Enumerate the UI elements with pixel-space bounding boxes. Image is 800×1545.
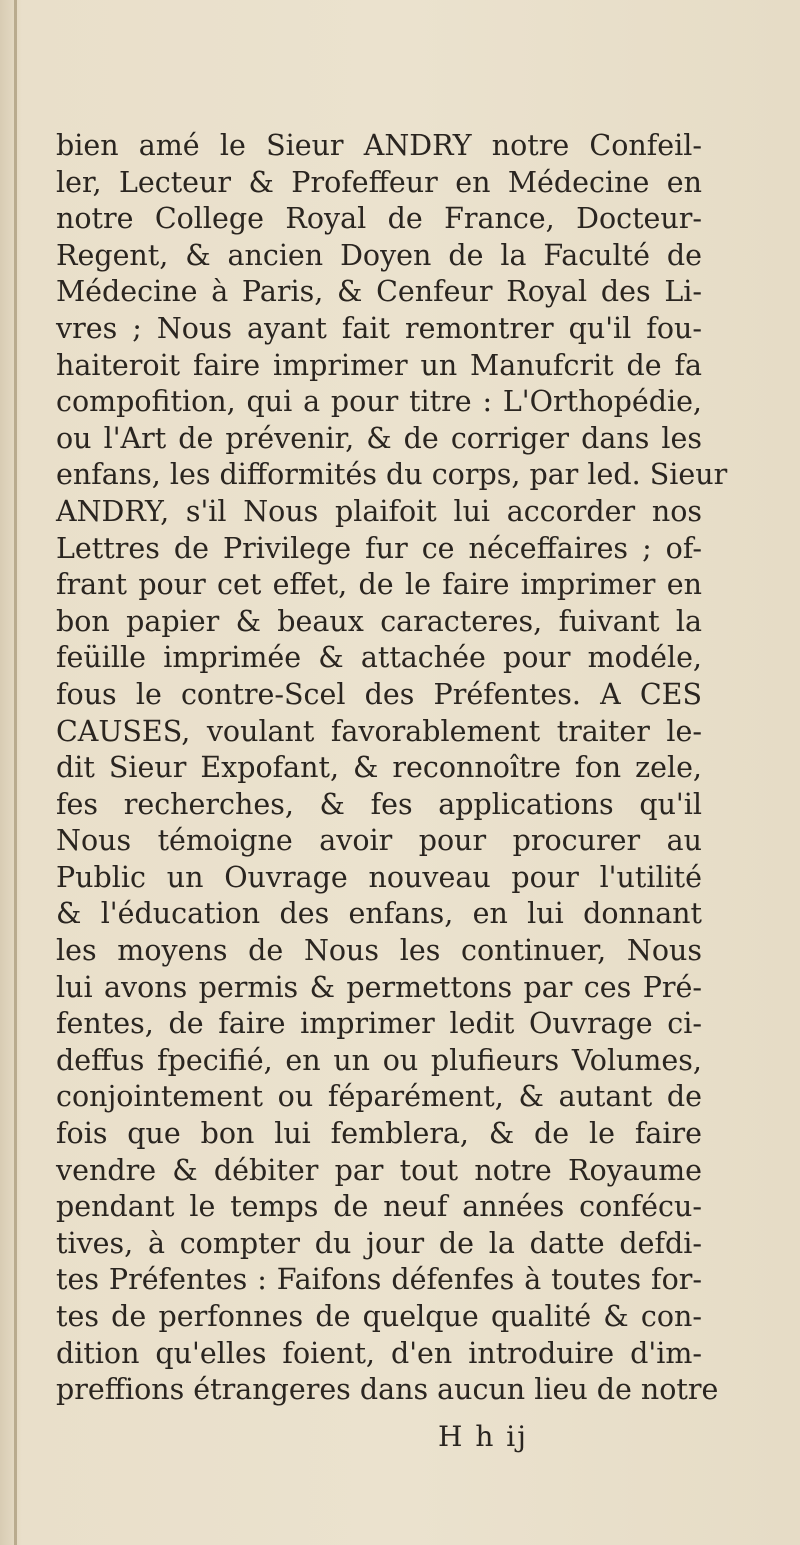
text-line: vres ; Nous ayant fait remontrer qu'il fou- [56,311,702,345]
text-line: & l'éducation des enfans, en lui donnant [56,897,702,931]
body-text [56,128,728,1409]
text-line: tes de perfonnes de quelque qualité & con- [56,1300,702,1333]
text-line: ler, Lecteur & Profeffeur en Médecine en [56,165,702,199]
text-line: Nous témoigne avoir pour procurer au [56,824,702,858]
text-line: vendre & débiter par tout notre Royaume [56,1153,702,1187]
text-line: fes recherches, & fes applications qu'il [56,787,702,821]
signature-mark: H h ij [438,1420,528,1453]
text-line: compofition, qui a pour titre : L'Orthopédie, [56,385,702,419]
text-line: fous le contre-Scel des Préfentes. A CES [56,677,702,711]
text-line: fentes, de faire imprimer ledit Ouvrage ci- [56,1007,702,1041]
text-line: deffus fpecifié, en un ou plufieurs Volumes, [56,1043,702,1077]
text-line: Lettres de Privilege fur ce néceffaires ; of- [56,531,702,565]
text-line: dit Sieur Expofant, & reconnoître fon zele, [56,751,702,785]
text-line: fois que bon lui femblera, & de le faire [56,1117,702,1151]
text-line: conjointement ou féparément, & autant de [56,1080,702,1114]
text-line: notre College Royal de France, Docteur- [56,202,702,236]
text-line: Regent, & ancien Doyen de la Faculté de [56,238,702,272]
text-line: ANDRY, s'il Nous plaifoit lui accorder nos [56,494,702,528]
text-line: haiteroit faire imprimer un Manufcrit de fa [56,348,702,382]
text-line: preffions étrangeres dans aucun lieu de notre [56,1373,719,1407]
text-line: tes Préfentes : Faifons défenfes à toutes for- [56,1263,702,1297]
text-line: Médecine à Paris, & Cenfeur Royal des Li- [56,275,702,309]
text-line: bon papier & beaux caracteres, fuivant la [56,604,702,638]
text-line: lui avons permis & permettons par ces Pré- [56,970,702,1004]
text-line: enfans, les difformités du corps, par led. Sieur [56,458,728,492]
text-line: tives, à compter du jour de la datte defdi- [56,1226,702,1260]
text-line: ou l'Art de prévenir, & de corriger dans les [56,421,702,455]
text-line: feüille imprimée & attachée pour modéle, [56,641,702,675]
text-line: CAUSES, voulant favorablement traiter le- [56,714,702,748]
text-line: pendant le temps de neuf années confécu- [56,1190,702,1224]
page-gutter [14,0,17,1545]
text-line: frant pour cet effet, de le faire imprimer en [56,568,702,602]
text-line: dition qu'elles foient, d'en introduire d'im- [56,1336,702,1370]
text-line: bien amé le Sieur ANDRY notre Confeil- [56,129,702,162]
text-line: les moyens de Nous les continuer, Nous [56,934,702,968]
text-line: Public un Ouvrage nouveau pour l'utilité [56,860,702,894]
